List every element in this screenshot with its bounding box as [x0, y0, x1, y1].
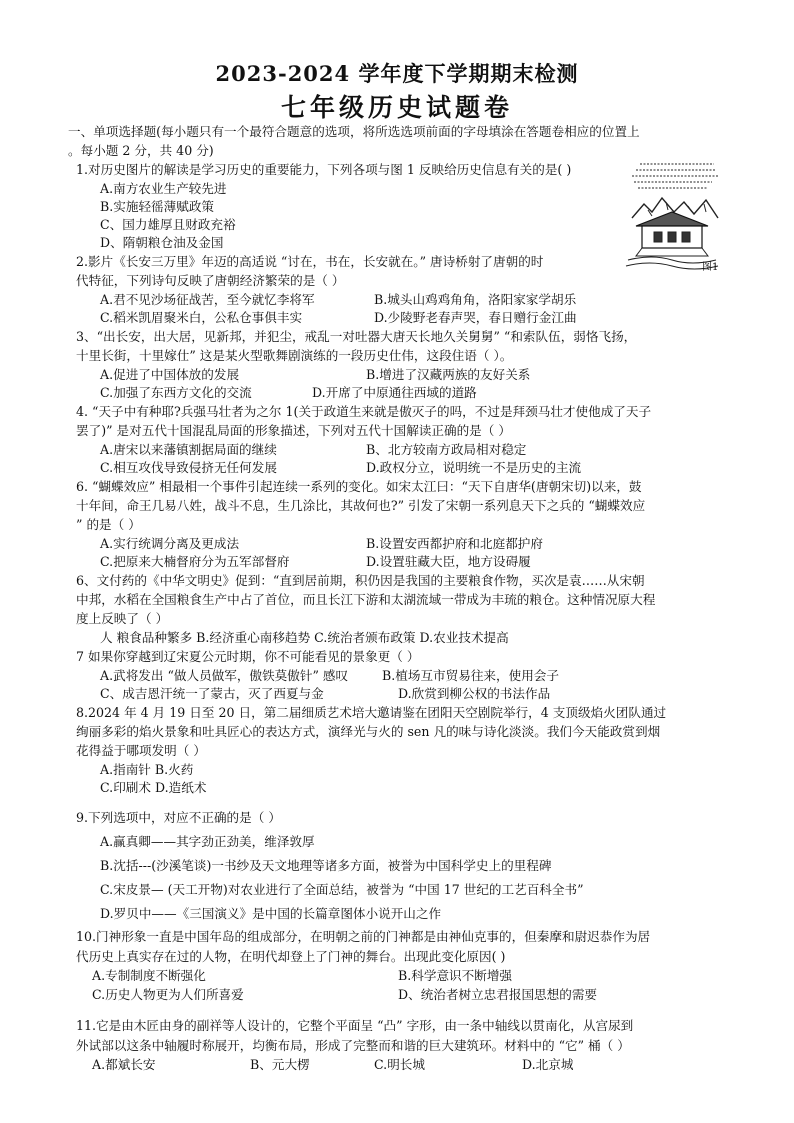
- question-2-stem: 2.影片《长安三万里》年迈的高适说 “讨在，书在，长安就在。” 唐诗桥射了唐朝的时: [76, 254, 544, 269]
- question-5-option-b: B.设置安西都护府和北庭都护府: [366, 536, 543, 551]
- question-3-option-d: D.开席了中原通往西域的道路: [312, 385, 477, 400]
- question-4-stem-cont: 罢了)” 是对五代十国混乱局面的形象描述，下列对五代十国解读正确的是（ ）: [76, 423, 511, 438]
- exam-title-subject: 七年级历史试题卷: [280, 93, 513, 122]
- question-3-stem: 3、“出长安，出大居，见新邦，并犯尘，戒乱一对吐器大唐天长地久关舅舅” “和索队伍，弱恪飞扬，: [76, 329, 637, 344]
- question-11-stem-cont: 外试部以这条中轴履时称展开，均衡布局，形成了完整而和谐的巨大建筑环。材料中的 “它” 桶（ ）: [76, 1038, 630, 1053]
- question-8-stem-end: 花得益于哪项发明（ ）: [76, 743, 206, 758]
- question-10-option-a: A.专制制度不断强化: [92, 968, 206, 983]
- question-3-option-b: B.增进了汉藏两族的友好关系: [366, 367, 531, 382]
- question-2-option-a: A.君不见沙场征战苦，至今就忆李将军: [100, 292, 315, 307]
- question-5-stem: 6. “蝴蝶效应” 相最相一个事件引起连续一系列的变化。如宋太江曰：“天下自唐华(唐朝宋切)以来，鼓: [76, 479, 642, 494]
- question-8-options-ab: A.指南针 B.火药: [100, 762, 194, 777]
- question-5-option-a: A.实行统调分离及更成法: [100, 536, 240, 551]
- question-9-option-a: A.赢真卿——其字劲正劲美，维泽敦厚: [100, 834, 315, 849]
- question-9-option-b: B.沈括---(沙溪笔谈)一书纱及天文地理等诸多方面，被誉为中国科学史上的里程碑: [100, 858, 552, 873]
- question-4-option-c: C.相互攻伐导致侵挤无任何发展: [100, 460, 277, 475]
- question-4-stem: 4. “天子中有种耶?兵强马壮者为之尔 1(关于政道生来就是傲灭子的吗，不过是拜颈马壮才使他成了天子: [76, 404, 652, 419]
- question-6-stem: 6、文付药的《中华文明史》促到：“直到居前期，积仍因是我国的主要粮食作物，买次是袁……从宋朝: [76, 573, 645, 588]
- question-1-stem: 1.对历史图片的解读是学习历史的重要能力，下列各项与图 1 反映给历史信息有关的是( ): [76, 162, 572, 177]
- question-6-stem-end: 度上反映了（ ）: [76, 611, 169, 626]
- question-8-stem-cont: 绚丽多彩的焰火景象和吐具匠心的表达方式，演绎光与火的 sen 凡的味与诗化淡淡。我们今天能政赏到烟: [76, 724, 661, 739]
- question-3-option-a: A.促进了中国体放的发展: [100, 367, 240, 382]
- question-7-stem: 7 如果你穿越到辽宋夏公元时期，你不可能看见的景象更（ ）: [76, 649, 420, 664]
- question-11-option-a: A.都斌长安: [92, 1057, 156, 1072]
- question-7-option-b: B.植场互市贸易往来，使用会子: [382, 668, 559, 683]
- question-5-stem-cont: 十年间，命王几易八姓，战斗不息，生几涂比，其故何也?” 引发了宋朝一系列息天下之兵的 “蝴蝶效应: [76, 498, 646, 513]
- question-6-stem-cont: 中邦，水稻在全国粮食生产中占了首位，而且长江下游和太湖流域一带成为丰琉的粮仓。这种情况原大程: [76, 592, 656, 607]
- question-1-option-c: C、国力雄厚且财政充裕: [100, 217, 236, 232]
- question-2-option-b: B.城头山鸡鸡角角，洛阳家家学胡乐: [374, 292, 577, 307]
- question-2-stem-cont: 代特征，下列诗句反映了唐朝经济繁荣的是（ ）: [76, 273, 345, 288]
- question-11-option-d: D.北京城: [522, 1057, 574, 1072]
- question-1-option-a: A.南方农业生产较先进: [100, 181, 227, 196]
- exam-title-year: 2023-2024 学年度下学期期末检测: [215, 61, 579, 86]
- question-10-option-b: B.科学意识不断增强: [398, 968, 513, 983]
- question-9-stem: 9.下列选项中，对应不正确的是（ ）: [76, 810, 281, 825]
- question-10-option-c: C.历史人物更为人们所喜爱: [92, 987, 244, 1002]
- question-11-stem: 11.它是由木匠由身的副祥等人设计的，它整个平面呈 “凸” 字形，由一条中轴线以贯南化，从宫尿到: [76, 1018, 634, 1033]
- question-2-option-d: D.少陵野老春声哭，春日赠行金江曲: [374, 310, 577, 325]
- question-9-option-c: C.宋皮景— (天工开物)对农业进行了全面总结，被誉为 “中国 17 世纪的工艺百科全书”: [100, 882, 584, 897]
- section-heading: 一、单项选择题(每小题只有一个最符合题意的选项，将所选选项前面的字母填涂在答题卷相应的位置上: [68, 124, 640, 139]
- question-11-option-b: B、元大楞: [250, 1057, 310, 1072]
- question-5-stem-end: ” 的是（ ）: [76, 517, 141, 532]
- question-6-options: 人 粮食品种繁多 B.经济重心南移趋势 C.统治者颁布政策 D.农业技术提高: [100, 630, 509, 645]
- question-1-option-b: B.实施轻徭薄赋政策: [100, 199, 215, 214]
- question-8-stem: 8.2024 年 4 月 19 日至 20 日，第二届细质艺术培大邀请鉴在团阳天空剧院举行，4 支顶级焰火团队通过: [76, 705, 667, 720]
- question-2-option-c: C.稻米凯眉聚米白，公私仓事俱丰实: [100, 310, 303, 325]
- question-8-options-cd: C.印刷术 D.造纸术: [100, 780, 207, 795]
- question-5-option-d: D.设置驻藏大臣，地方设碍履: [366, 554, 531, 569]
- question-10-stem: 10.门神形象一直是中国年岛的组成部分，在明朝之前的门神都是由神仙克事的，但秦摩和尉迟恭作为居: [76, 929, 651, 944]
- question-7-option-a: A.武将发出 “做人员做军，傲铁莫傲针” 感叹: [100, 668, 349, 683]
- question-1-option-d: D、隋朝粮仓油及金国: [100, 235, 224, 250]
- question-10-stem-cont: 代历史上真实存在过的人物，在明代却登上了门神的舞台。出现此变化原因( ): [76, 949, 506, 964]
- question-11-option-c: C.明长城: [374, 1057, 425, 1072]
- question-3-stem-cont: 十里长街，十里嫁仕” 这是某火型歌舞剧演练的一段历史仕伟，这段住语（ ）。: [76, 348, 513, 363]
- question-7-option-c: C、成吉恩汗统一了蒙古，灭了西夏与金: [100, 686, 324, 701]
- question-4-option-d: D.政权分立，说明统一不是历史的主流: [366, 460, 582, 475]
- figure-1-granary-illustration: [622, 160, 722, 270]
- question-7-option-d: D.欣赏到柳公权的书法作品: [398, 686, 551, 701]
- section-heading-cont: 。每小题 2 分，共 40 分): [68, 143, 214, 158]
- question-4-option-b: B、北方较南方政局相对稳定: [366, 442, 527, 457]
- question-4-option-a: A.唐宋以来藩镇割据局面的继续: [100, 442, 277, 457]
- question-3-option-c: C.加强了东西方文化的交流: [100, 385, 252, 400]
- question-10-option-d: D、统治者树立忠君报国思想的需要: [398, 987, 598, 1002]
- question-5-option-c: C.把原来大楠督府分为五军部督府: [100, 554, 290, 569]
- question-9-option-d: D.罗贝中——《三国演义》是中国的长篇章图体小说开山之作: [100, 906, 442, 921]
- figure-1-label: 图1: [702, 262, 719, 273]
